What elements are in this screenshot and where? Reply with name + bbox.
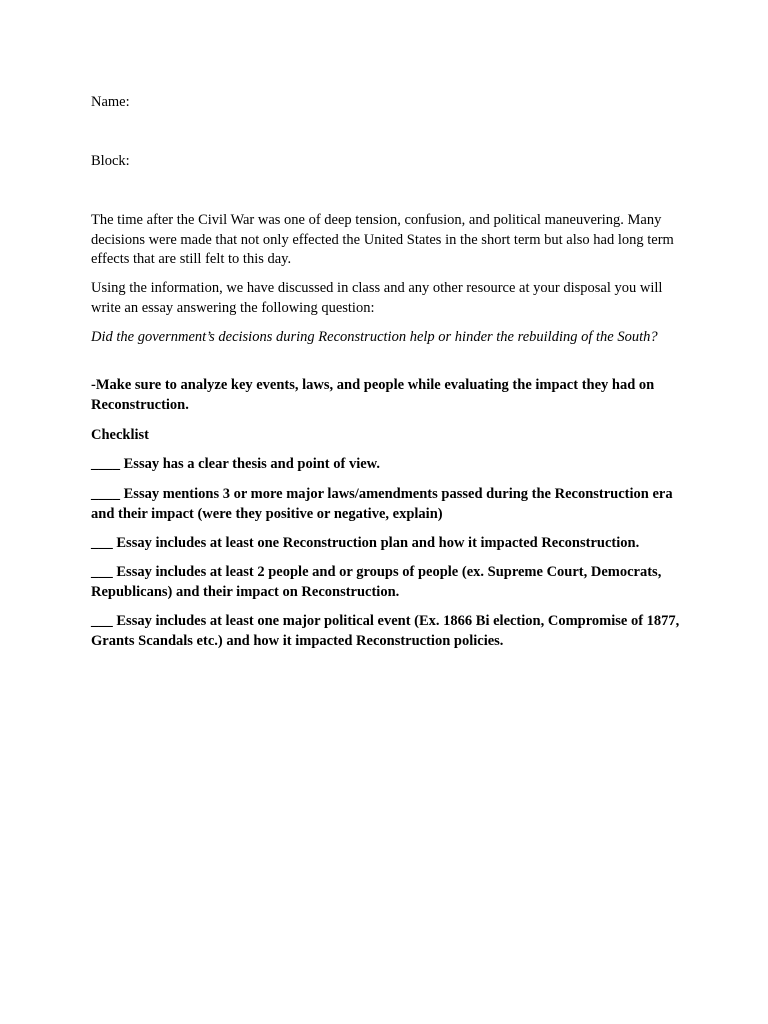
intro-paragraph: The time after the Civil War was one of deep tension, confusion, and political maneuvering. Many decisions were made that not only effected the United States in the short term but also had long term effects that are still felt to this day. [91, 212, 674, 267]
checklist-title: Checklist [91, 427, 149, 443]
checklist-item-event: ___ Essay includes at least one major political event (Ex. 1866 Bi election, Compromise of 1877, Grants Scandals etc.) and how it impacted Reconstruction policies. [91, 613, 680, 649]
checklist-item-thesis: ____ Essay has a clear thesis and point of view. [91, 456, 380, 472]
instructions-paragraph: Using the information, we have discussed in class and any other resource at your disposal you will write an essay answering the following question: [91, 280, 663, 316]
checklist-item-laws: ____ Essay mentions 3 or more major laws/amendments passed during the Reconstruction era and their impact (were they positive or negative, explain) [91, 486, 673, 522]
checklist-item-people: ___ Essay includes at least 2 people and or groups of people (ex. Supreme Court, Democrats, Republicans) and their impact on Reconstruction. [91, 564, 662, 600]
essay-question: Did the government’s decisions during Reconstruction help or hinder the rebuilding of the South? [91, 329, 658, 345]
name-label: Name: [91, 94, 130, 110]
checklist-item-plan: ___ Essay includes at least one Reconstruction plan and how it impacted Reconstruction. [91, 535, 640, 551]
block-label: Block: [91, 153, 130, 169]
analysis-instruction: -Make sure to analyze key events, laws, and people while evaluating the impact they had on Reconstruction. [91, 377, 655, 413]
